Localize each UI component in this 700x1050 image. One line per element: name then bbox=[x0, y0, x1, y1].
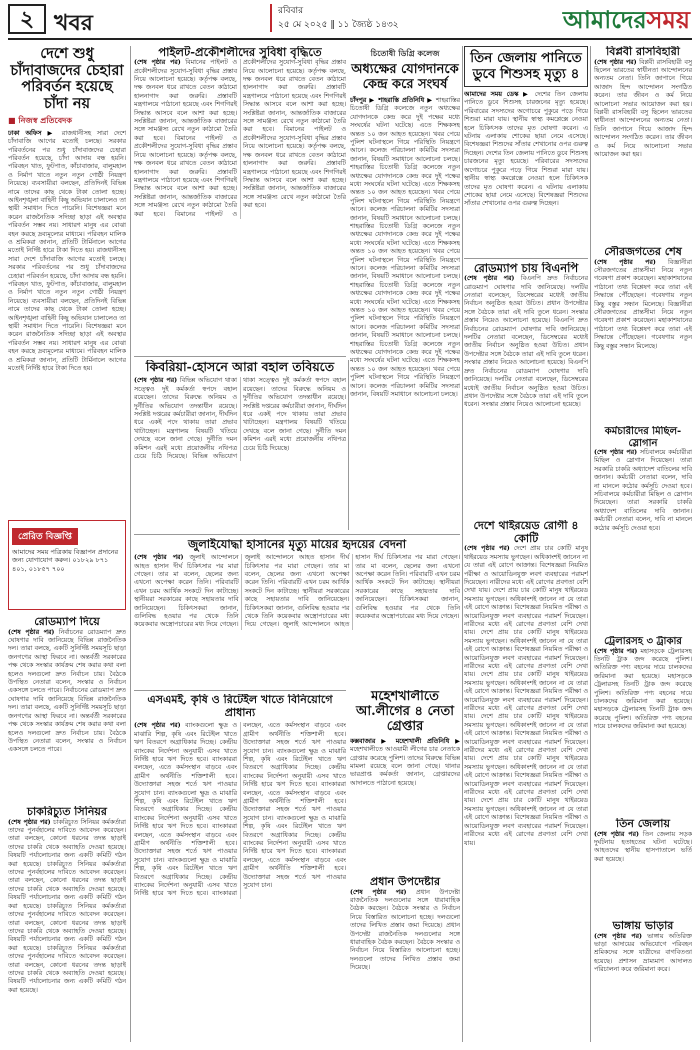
headline: প্রধান উপদেষ্টার bbox=[369, 876, 441, 888]
ad-title: প্রেরিত বিজ্ঞপ্তি bbox=[12, 528, 78, 545]
article-rashbehari: বিপ্লবী রাসবিহারী (শেষ পৃষ্ঠার পর) বিপ্লবী রাসবিহারী বসু ছিলেন ভারতের স্বাধীনতা আন্দোলনের অন্যতম নেতা। তিনি জাপানে গিয়ে আজাদ হিন্দ আন্দোলন সংগঠিত করেন। তার জীবন ও কর্ম নিয়ে আলোচনা সভার আয়োজন করা হয়। বিপ্লবী রাসবিহারী বসু ছিলেন ভারতের স্বাধীনতা আন্দোলনের অন্যতম নেতা। তিনি জাপানে গিয়ে আজাদ হিন্দ আন্দোলন সংগঠিত করেন। তার জীবন ও কর্ম নিয়ে আলোচনা সভার আয়োজন করা হয়। bbox=[594, 46, 692, 159]
section-divider bbox=[134, 534, 460, 535]
article-roadmap: রোডম্যাপ দিয়ে (শেষ পৃষ্ঠার পর) নির্বাচনের রোডম্যাপ দ্রুত ঘোষণার দাবি জানিয়েছে বিভিন্ন রাজনৈতিক দল। তারা বলছে, একটি সুনির্দিষ্ট সময়সূচি ছাড়া জনগণের আস্থা ফিরবে না। অন্তর্বর্তী সরকারের পক্ষ থেকে সংস্কার কার্যক্রম শেষ করার কথা বলা হলেও দলগুলো দ্রুত নির্বাচন চায়। বৈঠকে উপস্থিত নেতারা বলেন, সংস্কার ও নির্বাচন একসঙ্গে চলতে পারে। নির্বাচনের রোডম্যাপ দ্রুত ঘোষণার দাবি জানিয়েছে বিভিন্ন রাজনৈতিক দল। তারা বলছে, একটি সুনির্দিষ্ট সময়সূচি ছাড়া জনগণের আস্থা ফিরবে না। অন্তর্বর্তী সরকারের পক্ষ থেকে সংস্কার কার্যক্রম শেষ করার কথা বলা হলেও দলগুলো দ্রুত নির্বাচন চায়। বৈঠকে উপস্থিত নেতারা বলেন, সংস্কার ও নির্বাচন একসঙ্গে চলতে পারে। bbox=[8, 616, 126, 754]
headline: তিন জেলায় পানিতে ডুবে শিশুসহ মৃত্যু ৪ bbox=[464, 46, 588, 87]
article-trailer-trucks: ট্রেলারসহ ৩ ট্রাকার (শেষ পৃষ্ঠার পর) মহাসড়কে ট্রেলারসহ তিনটি ট্রাক জব্দ করেছে পুলিশ। অতিরিক্ত পণ্য বহনের দায়ে চালকদের জরিমানা করা হয়েছে। মহাসড়কে ট্রেলারসহ তিনটি ট্রাক জব্দ করেছে পুলিশ। অতিরিক্ত পণ্য বহনের দায়ে চালকদের জরিমানা করা হয়েছে। মহাসড়কে ট্রেলারসহ তিনটি ট্রাক জব্দ করেছে পুলিশ। অতিরিক্ত পণ্য বহনের দায়ে চালকদের জরিমানা করা হয়েছে। bbox=[594, 636, 692, 731]
article-body: তিন জেলায় সড়ক দুর্ঘটনায় হতাহতের ঘটনা ঘটেছে। আহতদের স্থানীয় হাসপাতালে ভর্তি করা হয়েছে। bbox=[594, 830, 692, 863]
column-divider bbox=[348, 360, 349, 530]
masthead bbox=[0, 0, 700, 38]
headline: কিবরিয়া-হোসনে আরা বহাল তবিয়তে bbox=[145, 360, 335, 374]
headline: রোডম্যাপ দিয়ে bbox=[34, 616, 100, 628]
headline: জুলাইযোদ্ধা হাসানের মৃত্যু মায়ের হৃদয়ের বেদনা bbox=[187, 538, 407, 551]
article-body: দেশের তিন জেলায় পানিতে ডুবে শিশুসহ চারজনের মৃত্যু হয়েছে। পরিবারের সদস্যদের অগোচরে পুকুরে পড়ে গিয়ে শিশুরা মারা যায়। স্থানীয় স্বাস্থ্য কমপ্লেক্সে নেওয়া হলে চিকিৎসক তাদের মৃত ঘোষণা করেন। এ ঘটনায় এলাকায় শোকের ছায়া নেমে এসেছে। বিশেষজ্ঞরা শিশুদের সাঁতার শেখানোর ওপর গুরুত্ব দিচ্ছেন। bbox=[464, 91, 588, 157]
weekday: রবিবার bbox=[278, 6, 304, 16]
article-pilot-engineers: পাইলট-প্রকৌশলীদের সুবিধা বৃদ্ধিতে (শেষ পৃষ্ঠার পর) বিমানের পাইলট ও প্রকৌশলীদের সুযোগ-সুবিধা বৃদ্ধির প্রস্তাব নিয়ে আলোচনা হয়েছে। কর্তৃপক্ষ বলছে, দক্ষ জনবল ধরে রাখতে বেতন কাঠামো হালনাগাদ করা জরুরি। প্রস্তাবটি মন্ত্রণালয়ে পাঠানো হয়েছে এবং শিগগিরই সিদ্ধান্ত আসবে বলে আশা করা হচ্ছে। সংশ্লিষ্টরা জানান, আন্তর্জাতিক বাজারের সঙ্গে সামঞ্জস্য রেখে নতুন কাঠামো তৈরি করা হবে। বিমানের পাইলট ও প্রকৌশলীদের সুযোগ-সুবিধা বৃদ্ধির প্রস্তাব নিয়ে আলোচনা হয়েছে। কর্তৃপক্ষ বলছে, দক্ষ জনবল ধরে রাখতে বেতন কাঠামো হালনাগাদ করা জরুরি। প্রস্তাবটি মন্ত্রণালয়ে পাঠানো হয়েছে এবং শিগগিরই সিদ্ধান্ত আসবে বলে আশা করা হচ্ছে। সংশ্লিষ্টরা জানান, আন্তর্জাতিক বাজারের সঙ্গে সামঞ্জস্য রেখে নতুন কাঠামো তৈরি করা হবে। বিমানের পাইলট ও প্রকৌশলীদের সুযোগ-সুবিধা বৃদ্ধির প্রস্তাব নিয়ে আলোচনা হয়েছে। কর্তৃপক্ষ বলছে, দক্ষ জনবল ধরে রাখতে বেতন কাঠামো হালনাগাদ করা জরুরি। প্রস্তাবটি মন্ত্রণালয়ে পাঠানো হয়েছে এবং শিগগিরই সিদ্ধান্ত আসবে বলে আশা করা হচ্ছে। সংশ্লিষ্টরা জানান, আন্তর্জাতিক বাজারের সঙ্গে সামঞ্জস্য রেখে নতুন কাঠামো তৈরি করা হবে। বিমানের পাইলট ও প্রকৌশলীদের সুযোগ-সুবিধা বৃদ্ধির প্রস্তাব নিয়ে আলোচনা হয়েছে। কর্তৃপক্ষ বলছে, দক্ষ জনবল ধরে রাখতে বেতন কাঠামো হালনাগাদ করা জরুরি। প্রস্তাবটি মন্ত্রণালয়ে পাঠানো হয়েছে এবং শিগগিরই সিদ্ধান্ত আসবে বলে আশা করা হচ্ছে। সংশ্লিষ্টরা জানান, আন্তর্জাতিক বাজারের সঙ্গে সামঞ্জস্য রেখে নতুন কাঠামো তৈরি করা হবে। bbox=[134, 46, 346, 218]
article-body: বিপ্লবী রাসবিহারী বসু ছিলেন ভারতের স্বাধীনতা আন্দোলনের অন্যতম নেতা। তিনি জাপানে গিয়ে আজাদ হিন্দ আন্দোলন সংগঠিত করেন। তার জীবন ও কর্ম নিয়ে আলোচনা সভার আয়োজন করা হয়। bbox=[594, 58, 692, 108]
dateline: ঢাকা অফিস ▶ bbox=[8, 129, 57, 137]
article-drowning: তিন জেলায় পানিতে ডুবে শিশুসহ মৃত্যু ৪ আমাদের সময় ডেস্ক ▶ দেশের তিন জেলায় পানিতে ডুবে শিশুসহ চারজনের মৃত্যু হয়েছে। পরিবারের সদস্যদের অগোচরে পুকুরে পড়ে গিয়ে শিশুরা মারা যায়। স্থানীয় স্বাস্থ্য কমপ্লেক্সে নেওয়া হলে চিকিৎসক তাদের মৃত ঘোষণা করেন। এ ঘটনায় এলাকায় শোকের ছায়া নেমে এসেছে। বিশেষজ্ঞরা শিশুদের সাঁতার শেখানোর ওপর গুরুত্ব দিচ্ছেন। দেশের তিন জেলায় পানিতে ডুবে শিশুসহ চারজনের মৃত্যু হয়েছে। পরিবারের সদস্যদের অগোচরে পুকুরে পড়ে গিয়ে শিশুরা মারা যায়। স্থানীয় স্বাস্থ্য কমপ্লেক্সে নেওয়া হলে চিকিৎসক তাদের মৃত ঘোষণা করেন। এ ঘটনায় এলাকায় শোকের ছায়া নেমে এসেছে। বিশেষজ্ঞরা শিশুদের সাঁতার শেখানোর ওপর গুরুত্ব দিচ্ছেন। bbox=[464, 46, 588, 254]
headline: দেশে থাইরয়েড রোগী ৪ কোটি bbox=[473, 520, 579, 545]
article-solar-system: সৌরজগতের শেষ (শেষ পৃষ্ঠার পর) বিজ্ঞানীরা সৌরজগতের প্রান্তসীমা নিয়ে নতুন গবেষণা প্রকাশ করেছেন। মহাকাশযানের পাঠানো তথ্য বিশ্লেষণ করে তারা এই সিদ্ধান্তে পৌঁছেছেন। গবেষণায় নতুন কিছু বস্তুর সন্ধান মিলেছে। বিজ্ঞানীরা সৌরজগতের প্রান্তসীমা নিয়ে নতুন গবেষণা প্রকাশ করেছেন। মহাকাশযানের পাঠানো তথ্য বিশ্লেষণ করে তারা এই সিদ্ধান্তে পৌঁছেছেন। গবেষণায় নতুন কিছু বস্তুর সন্ধান মিলেছে। bbox=[594, 246, 692, 350]
headline: এসএমই, কৃষি ও রিটেইল খাতে বিনিয়োগে প্রাধান্য bbox=[147, 694, 333, 719]
article-thyroid: দেশে থাইরয়েড রোগী ৪ কোটি (শেষ পৃষ্ঠার পর) দেশে প্রায় চার কোটি মানুষ থাইরয়েড সমস্যায় ভুগছেন। অধিকাংশই জানেন না যে তারা এই রোগে আক্রান্ত। বিশেষজ্ঞরা নিয়মিত পরীক্ষা ও আয়োডিনযুক্ত লবণ ব্যবহারের পরামর্শ দিয়েছেন। নারীদের মধ্যে এই রোগের প্রবণতা বেশি দেখা যায়। দেশে প্রায় চার কোটি মানুষ থাইরয়েড সমস্যায় ভুগছেন। অধিকাংশই জানেন না যে তারা এই রোগে আক্রান্ত। বিশেষজ্ঞরা নিয়মিত পরীক্ষা ও আয়োডিনযুক্ত লবণ ব্যবহারের পরামর্শ দিয়েছেন। নারীদের মধ্যে এই রোগের প্রবণতা বেশি দেখা যায়। দেশে প্রায় চার কোটি মানুষ থাইরয়েড সমস্যায় ভুগছেন। অধিকাংশই জানেন না যে তারা এই রোগে আক্রান্ত। বিশেষজ্ঞরা নিয়মিত পরীক্ষা ও আয়োডিনযুক্ত লবণ ব্যবহারের পরামর্শ দিয়েছেন। নারীদের মধ্যে এই রোগের প্রবণতা বেশি দেখা যায়। দেশে প্রায় চার কোটি মানুষ থাইরয়েড সমস্যায় ভুগছেন। অধিকাংশই জানেন না যে তারা এই রোগে আক্রান্ত। বিশেষজ্ঞরা নিয়মিত পরীক্ষা ও আয়োডিনযুক্ত লবণ ব্যবহারের পরামর্শ দিয়েছেন। নারীদের মধ্যে এই রোগের প্রবণতা বেশি দেখা যায়। দেশে প্রায় চার কোটি মানুষ থাইরয়েড সমস্যায় ভুগছেন। অধিকাংশই জানেন না যে তারা এই রোগে আক্রান্ত। বিশেষজ্ঞরা নিয়মিত পরীক্ষা ও আয়োডিনযুক্ত লবণ ব্যবহারের পরামর্শ দিয়েছেন। নারীদের মধ্যে এই রোগের প্রবণতা বেশি দেখা যায়। দেশে প্রায় চার কোটি মানুষ থাইরয়েড সমস্যায় ভুগছেন। অধিকাংশই জানেন না যে তারা এই রোগে আক্রান্ত। বিশেষজ্ঞরা নিয়মিত পরীক্ষা ও আয়োডিনযুক্ত লবণ ব্যবহারের পরামর্শ দিয়েছেন। নারীদের মধ্যে এই রোগের প্রবণতা বেশি দেখা যায়। দেশে প্রায় চার কোটি মানুষ থাইরয়েড সমস্যায় ভুগছেন। অধিকাংশই জানেন না যে তারা এই রোগে আক্রান্ত। বিশেষজ্ঞরা নিয়মিত পরীক্ষা ও আয়োডিনযুক্ত লবণ ব্যবহারের পরামর্শ দিয়েছেন। নারীদের মধ্যে এই রোগের প্রবণতা বেশি দেখা যায়। bbox=[464, 520, 588, 847]
headline: মহেশখালীতে আ.লীগের ৪ নেতা গ্রেপ্তার bbox=[355, 690, 455, 734]
logo-main: আমাদের bbox=[562, 6, 647, 34]
article-body: মহেশখালীতে আওয়ামী লীগের চার নেতাকে গ্রেপ্তার করেছে পুলিশ। তাদের বিরুদ্ধে বিভিন্ন মামলা রয়েছে বলে জানা গেছে। থানার ভারপ্রাপ্ত কর্মকর্তা জানান, গ্রেপ্তারদের আদালতে পাঠানো হয়েছে। bbox=[350, 746, 460, 787]
headline: দেশে শুধু চাঁদাবাজদের চেহারা পরিবর্তন হয়েছে চাঁদা নয় bbox=[10, 46, 124, 113]
article-dismissed-senior: চাকরিচ্যুত সিনিয়র (শেষ পৃষ্ঠার পর) চাকরিচ্যুত সিনিয়র কর্মকর্তারা তাদের পুনর্বহালের দাবিতে আবেদন করেছেন। তারা বলছেন, কোনো ধরনের তদন্ত ছাড়াই তাদের চাকরি থেকে অব্যাহতি দেওয়া হয়েছে। বিষয়টি পর্যালোচনার জন্য একটি কমিটি গঠন করা হয়েছে। চাকরিচ্যুত সিনিয়র কর্মকর্তারা তাদের পুনর্বহালের দাবিতে আবেদন করেছেন। তারা বলছেন, কোনো ধরনের তদন্ত ছাড়াই তাদের চাকরি থেকে অব্যাহতি দেওয়া হয়েছে। বিষয়টি পর্যালোচনার জন্য একটি কমিটি গঠন করা হয়েছে। চাকরিচ্যুত সিনিয়র কর্মকর্তারা তাদের পুনর্বহালের দাবিতে আবেদন করেছেন। তারা বলছেন, কোনো ধরনের তদন্ত ছাড়াই তাদের চাকরি থেকে অব্যাহতি দেওয়া হয়েছে। বিষয়টি পর্যালোচনার জন্য একটি কমিটি গঠন করা হয়েছে। চাকরিচ্যুত সিনিয়র কর্মকর্তারা তাদের পুনর্বহালের দাবিতে আবেদন করেছেন। তারা বলছেন, কোনো ধরনের তদন্ত ছাড়াই তাদের চাকরি থেকে অব্যাহতি দেওয়া হয়েছে। বিষয়টি পর্যালোচনার জন্য একটি কমিটি গঠন করা হয়েছে। bbox=[8, 806, 126, 994]
section-title: খবর bbox=[54, 10, 93, 36]
column-divider bbox=[130, 46, 131, 1042]
article-body: নির্বাচনের রোডম্যাপ দ্রুত ঘোষণার দাবি জানিয়েছে বিভিন্ন রাজনৈতিক দল। তারা বলছে, একটি সুনির্দিষ্ট সময়সূচি ছাড়া জনগণের আস্থা ফিরবে না। অন্তর্বর্তী সরকারের পক্ষ থেকে সংস্কার কার্যক্রম শেষ করার কথা বলা হলেও দলগুলো দ্রুত নির্বাচন চায়। বৈঠকে উপস্থিত নেতারা বলেন, সংস্কার ও নির্বাচন একসঙ্গে চলতে পারে। bbox=[8, 628, 126, 695]
article-college-clash: চিতোষী ডিগ্রি কলেজ অধ্যক্ষের যোগদানকে কেন্দ্র করে সংঘর্ষ চাঁদপুর ▶ শাহরাস্তি প্রতিনিধি ▶ শাহরাস্তির চিতোষী ডিগ্রি কলেজে নতুন অধ্যক্ষের যোগদানকে কেন্দ্র করে দুই পক্ষের মধ্যে সংঘর্ষের ঘটনা ঘটেছে। এতে শিক্ষকসহ অন্তত ১০ জন আহত হয়েছেন। খবর পেয়ে পুলিশ ঘটনাস্থলে গিয়ে পরিস্থিতি নিয়ন্ত্রণে আনে। কলেজ পরিচালনা কমিটির সদস্যরা জানান, বিষয়টি সমাধানে আলোচনা চলছে। শাহরাস্তির চিতোষী ডিগ্রি কলেজে নতুন অধ্যক্ষের যোগদানকে কেন্দ্র করে দুই পক্ষের মধ্যে সংঘর্ষের ঘটনা ঘটেছে। এতে শিক্ষকসহ অন্তত ১০ জন আহত হয়েছেন। খবর পেয়ে পুলিশ ঘটনাস্থলে গিয়ে পরিস্থিতি নিয়ন্ত্রণে আনে। কলেজ পরিচালনা কমিটির সদস্যরা জানান, বিষয়টি সমাধানে আলোচনা চলছে। শাহরাস্তির চিতোষী ডিগ্রি কলেজে নতুন অধ্যক্ষের যোগদানকে কেন্দ্র করে দুই পক্ষের মধ্যে সংঘর্ষের ঘটনা ঘটেছে। এতে শিক্ষকসহ অন্তত ১০ জন আহত হয়েছেন। খবর পেয়ে পুলিশ ঘটনাস্থলে গিয়ে পরিস্থিতি নিয়ন্ত্রণে আনে। কলেজ পরিচালনা কমিটির সদস্যরা জানান, বিষয়টি সমাধানে আলোচনা চলছে। শাহরাস্তির চিতোষী ডিগ্রি কলেজে নতুন অধ্যক্ষের যোগদানকে কেন্দ্র করে দুই পক্ষের মধ্যে সংঘর্ষের ঘটনা ঘটেছে। এতে শিক্ষকসহ অন্তত ১০ জন আহত হয়েছেন। খবর পেয়ে পুলিশ ঘটনাস্থলে গিয়ে পরিস্থিতি নিয়ন্ত্রণে আনে। কলেজ পরিচালনা কমিটির সদস্যরা জানান, বিষয়টি সমাধানে আলোচনা চলছে। শাহরাস্তির চিতোষী ডিগ্রি কলেজে নতুন অধ্যক্ষের যোগদানকে কেন্দ্র করে দুই পক্ষের মধ্যে সংঘর্ষের ঘটনা ঘটেছে। এতে শিক্ষকসহ অন্তত ১০ জন আহত হয়েছেন। খবর পেয়ে পুলিশ ঘটনাস্থলে গিয়ে পরিস্থিতি নিয়ন্ত্রণে আনে। কলেজ পরিচালনা কমিটির সদস্যরা জানান, বিষয়টি সমাধানে আলোচনা চলছে। bbox=[350, 49, 460, 399]
article-body: বিমানের পাইলট ও প্রকৌশলীদের সুযোগ-সুবিধা বৃদ্ধির প্রস্তাব নিয়ে আলোচনা হয়েছে। কর্তৃপক্ষ বলছে, দক্ষ জনবল ধরে রাখতে বেতন কাঠামো হালনাগাদ করা জরুরি। প্রস্তাবটি মন্ত্রণালয়ে পাঠানো হয়েছে এবং শিগগিরই সিদ্ধান্ত আসবে বলে আশা করা হচ্ছে। সংশ্লিষ্টরা জানান, আন্তর্জাতিক বাজারের সঙ্গে সামঞ্জস্য রেখে নতুন কাঠামো তৈরি করা হবে। bbox=[134, 59, 237, 142]
column-divider bbox=[462, 46, 463, 1042]
article-body: সচিবালয়ে কর্মচারীরা মিছিল ও স্লোগান দিয়েছেন। তারা সরকারি চাকরি অধ্যাদেশ বাতিলের দাবি জানান। কর্মচারী নেতারা বলেন, দাবি না মানলে কঠোর কর্মসূচি দেওয়া হবে। bbox=[594, 449, 692, 490]
article-body: মহাসড়কে ট্রেলারসহ তিনটি ট্রাক জব্দ করেছে পুলিশ। অতিরিক্ত পণ্য বহনের দায়ে চালকদের জরিমানা করা হয়েছে। bbox=[594, 647, 692, 680]
byline: ■ নিজস্ব প্রতিবেদক bbox=[8, 115, 72, 125]
article-body: বিএনপি দ্রুত নির্বাচনের রোডম্যাপ ঘোষণার দাবি জানিয়েছে। দলটির নেতারা বলেছেন, ডিসেম্বরের মধ্যেই জাতীয় নির্বাচন অনুষ্ঠিত হওয়া উচিত। প্রধান উপদেষ্টার সঙ্গে বৈঠকে তারা এই দাবি তুলে ধরেন। সংস্কার প্রস্তাব নিয়েও আলোচনা হয়েছে। bbox=[464, 275, 588, 325]
headline: পাইলট-প্রকৌশলীদের সুবিধা বৃদ্ধিতে bbox=[158, 46, 322, 59]
article-body: বিভিন্ন অভিযোগ থাকা সত্ত্বেও দুই কর্মকর্তা স্বপদে বহাল রয়েছেন। তাদের বিরুদ্ধে অনিয়ম ও দুর্নীতির অভিযোগ তদন্তাধীন রয়েছে। সংশ্লিষ্ট দপ্তরের কর্মচারীরা জানান, দীর্ঘদিন ধরে একই পদে থাকায় তারা প্রভাব খাটাচ্ছেন। মন্ত্রণালয় বিষয়টি খতিয়ে দেখছে বলে জানা গেছে। দুর্নীতি দমন কমিশন এরই মধ্যে প্রয়োজনীয় নথিপত্র চেয়ে চিঠি দিয়েছে। bbox=[134, 377, 237, 461]
headline: ভাঙ্গায় ভাড়ার bbox=[612, 920, 674, 932]
logo-accent: সময় bbox=[646, 6, 690, 34]
newspaper-logo bbox=[563, 2, 690, 42]
headline: রোডম্যাপ চায় বিএনপি bbox=[473, 262, 579, 275]
section-divider bbox=[134, 690, 346, 691]
kicker: চিতোষী ডিগ্রি কলেজ bbox=[370, 49, 440, 58]
article-body: দেশে প্রায় চার কোটি মানুষ থাইরয়েড সমস্যায় ভুগছেন। অধিকাংশই জানেন না যে তারা এই রোগে আক্রান্ত। বিশেষজ্ঞরা নিয়মিত পরীক্ষা ও আয়োডিনযুক্ত লবণ ব্যবহারের পরামর্শ দিয়েছেন। নারীদের মধ্যে এই রোগের প্রবণতা বেশি দেখা যায়। bbox=[464, 545, 588, 595]
article-body: জুলাই আন্দোলনে আহত হাসান দীর্ঘ চিকিৎসার পর মারা গেছেন। তার মা বলেন, ছেলের জন্য এখনো অপেক্ষা করেন তিনি। পরিবারটি এখন চরম আর্থিক সংকটে দিন কাটাচ্ছে। স্থানীয়রা সরকারের কাছে সহায়তার দাবি জানিয়েছেন। চিকিৎসকরা জানান, গুলিবিদ্ধ হওয়ার পর থেকে তিনি কয়েকবার অস্ত্রোপচারের মধ্য দিয়ে গেছেন। bbox=[134, 554, 239, 629]
headline: বিপ্লবী রাসবিহারী bbox=[606, 46, 680, 58]
article-bnp-roadmap: রোডম্যাপ চায় বিএনপি (শেষ পৃষ্ঠার পর) বিএনপি দ্রুত নির্বাচনের রোডম্যাপ ঘোষণার দাবি জানিয়েছে। দলটির নেতারা বলেছেন, ডিসেম্বরের মধ্যেই জাতীয় নির্বাচন অনুষ্ঠিত হওয়া উচিত। প্রধান উপদেষ্টার সঙ্গে বৈঠকে তারা এই দাবি তুলে ধরেন। সংস্কার প্রস্তাব নিয়েও আলোচনা হয়েছে। বিএনপি দ্রুত নির্বাচনের রোডম্যাপ ঘোষণার দাবি জানিয়েছে। দলটির নেতারা বলেছেন, ডিসেম্বরের মধ্যেই জাতীয় নির্বাচন অনুষ্ঠিত হওয়া উচিত। প্রধান উপদেষ্টার সঙ্গে বৈঠকে তারা এই দাবি তুলে ধরেন। সংস্কার প্রস্তাব নিয়েও আলোচনা হয়েছে। বিএনপি দ্রুত নির্বাচনের রোডম্যাপ ঘোষণার দাবি জানিয়েছে। দলটির নেতারা বলেছেন, ডিসেম্বরের মধ্যেই জাতীয় নির্বাচন অনুষ্ঠিত হওয়া উচিত। প্রধান উপদেষ্টার সঙ্গে বৈঠকে তারা এই দাবি তুলে ধরেন। সংস্কার প্রস্তাব নিয়েও আলোচনা হয়েছে। bbox=[464, 262, 588, 409]
article-body: ব্যাংকগুলো ক্ষুদ্র ও মাঝারি শিল্প, কৃষি এবং রিটেইল খাতে ঋণ বিতরণে অগ্রাধিকার দিচ্ছে। কেন্দ্রীয় ব্যাংকের নির্দেশনা অনুযায়ী এসব খাতে নির্দিষ্ট হারে ঋণ দিতে হবে। ব্যাংকাররা বলছেন, এতে কর্মসংস্থান বাড়বে এবং গ্রামীণ অর্থনীতি শক্তিশালী হবে। উদ্যোক্তারা সহজ শর্তে ঋণ পাওয়ার সুযোগ চান। bbox=[134, 722, 237, 797]
article-moheshkhali-arrest: মহেশখালীতে আ.লীগের ৪ নেতা গ্রেপ্তার কক্সবাজার ▶ মহেশখালী প্রতিনিধি ▶ মহেশখালীতে আওয়ামী লীগের চার নেতাকে গ্রেপ্তার করেছে পুলিশ। তাদের বিরুদ্ধে বিভিন্ন মামলা রয়েছে বলে জানা গেছে। থানার ভারপ্রাপ্ত কর্মকর্তা জানান, গ্রেপ্তারদের আদালতে পাঠানো হয়েছে। bbox=[350, 690, 460, 787]
article-body: শাহরাস্তির চিতোষী ডিগ্রি কলেজে নতুন অধ্যক্ষের যোগদানকে কেন্দ্র করে দুই পক্ষের মধ্যে সংঘর্ষের ঘটনা ঘটেছে। এতে শিক্ষকসহ অন্তত ১০ জন আহত হয়েছেন। খবর পেয়ে পুলিশ ঘটনাস্থলে গিয়ে পরিস্থিতি নিয়ন্ত্রণে আনে। কলেজ পরিচালনা কমিটির সদস্যরা জানান, বিষয়টি সমাধানে আলোচনা চলছে। bbox=[350, 96, 460, 163]
article-kibria-hosne-ara: কিবরিয়া-হোসনে আরা বহাল তবিয়তে (শেষ পৃষ্ঠার পর) বিভিন্ন অভিযোগ থাকা সত্ত্বেও দুই কর্মকর্তা স্বপদে বহাল রয়েছেন। তাদের বিরুদ্ধে অনিয়ম ও দুর্নীতির অভিযোগ তদন্তাধীন রয়েছে। সংশ্লিষ্ট দপ্তরের কর্মচারীরা জানান, দীর্ঘদিন ধরে একই পদে থাকায় তারা প্রভাব খাটাচ্ছেন। মন্ত্রণালয় বিষয়টি খতিয়ে দেখছে বলে জানা গেছে। দুর্নীতি দমন কমিশন এরই মধ্যে প্রয়োজনীয় নথিপত্র চেয়ে চিঠি দিয়েছে। বিভিন্ন অভিযোগ থাকা সত্ত্বেও দুই কর্মকর্তা স্বপদে বহাল রয়েছেন। তাদের বিরুদ্ধে অনিয়ম ও দুর্নীতির অভিযোগ তদন্তাধীন রয়েছে। সংশ্লিষ্ট দপ্তরের কর্মচারীরা জানান, দীর্ঘদিন ধরে একই পদে থাকায় তারা প্রভাব খাটাচ্ছেন। মন্ত্রণালয় বিষয়টি খতিয়ে দেখছে বলে জানা গেছে। দুর্নীতি দমন কমিশন এরই মধ্যে প্রয়োজনীয় নথিপত্র চেয়ে চিঠি দিয়েছে। bbox=[134, 360, 346, 461]
section-divider bbox=[134, 356, 346, 357]
advertisement-box bbox=[8, 520, 126, 610]
headline: অধ্যক্ষের যোগদানকে কেন্দ্র করে সংঘর্ষ bbox=[351, 62, 459, 92]
ad-text: আমাদের সময় পত্রিকায় বিজ্ঞাপন প্রদানের জন্য যোগাযোগ করুন। ০১৮২৯ ৮৭১ ৪০১, ০১৮৫৭ ৭০০ bbox=[12, 548, 119, 573]
article-sme-investment: এসএমই, কৃষি ও রিটেইল খাতে বিনিয়োগে প্রাধান্য (শেষ পৃষ্ঠার পর) ব্যাংকগুলো ক্ষুদ্র ও মাঝারি শিল্প, কৃষি এবং রিটেইল খাতে ঋণ বিতরণে অগ্রাধিকার দিচ্ছে। কেন্দ্রীয় ব্যাংকের নির্দেশনা অনুযায়ী এসব খাতে নির্দিষ্ট হারে ঋণ দিতে হবে। ব্যাংকাররা বলছেন, এতে কর্মসংস্থান বাড়বে এবং গ্রামীণ অর্থনীতি শক্তিশালী হবে। উদ্যোক্তারা সহজ শর্তে ঋণ পাওয়ার সুযোগ চান। ব্যাংকগুলো ক্ষুদ্র ও মাঝারি শিল্প, কৃষি এবং রিটেইল খাতে ঋণ বিতরণে অগ্রাধিকার দিচ্ছে। কেন্দ্রীয় ব্যাংকের নির্দেশনা অনুযায়ী এসব খাতে নির্দিষ্ট হারে ঋণ দিতে হবে। ব্যাংকাররা বলছেন, এতে কর্মসংস্থান বাড়বে এবং গ্রামীণ অর্থনীতি শক্তিশালী হবে। উদ্যোক্তারা সহজ শর্তে ঋণ পাওয়ার সুযোগ চান। ব্যাংকগুলো ক্ষুদ্র ও মাঝারি শিল্প, কৃষি এবং রিটেইল খাতে ঋণ বিতরণে অগ্রাধিকার দিচ্ছে। কেন্দ্রীয় ব্যাংকের নির্দেশনা অনুযায়ী এসব খাতে নির্দিষ্ট হারে ঋণ দিতে হবে। ব্যাংকাররা বলছেন, এতে কর্মসংস্থান বাড়বে এবং গ্রামীণ অর্থনীতি শক্তিশালী হবে। উদ্যোক্তারা সহজ শর্তে ঋণ পাওয়ার সুযোগ চান। ব্যাংকগুলো ক্ষুদ্র ও মাঝারি শিল্প, কৃষি এবং রিটেইল খাতে ঋণ বিতরণে অগ্রাধিকার দিচ্ছে। কেন্দ্রীয় ব্যাংকের নির্দেশনা অনুযায়ী এসব খাতে নির্দিষ্ট হারে ঋণ দিতে হবে। ব্যাংকাররা বলছেন, এতে কর্মসংস্থান বাড়বে এবং গ্রামীণ অর্থনীতি শক্তিশালী হবে। উদ্যোক্তারা সহজ শর্তে ঋণ পাওয়ার সুযোগ চান। ব্যাংকগুলো ক্ষুদ্র ও মাঝারি শিল্প, কৃষি এবং রিটেইল খাতে ঋণ বিতরণে অগ্রাধিকার দিচ্ছে। কেন্দ্রীয় ব্যাংকের নির্দেশনা অনুযায়ী এসব খাতে নির্দিষ্ট হারে ঋণ দিতে হবে। ব্যাংকাররা বলছেন, এতে কর্মসংস্থান বাড়বে এবং গ্রামীণ অর্থনীতি শক্তিশালী হবে। উদ্যোক্তারা সহজ শর্তে ঋণ পাওয়ার সুযোগ চান। bbox=[134, 694, 346, 898]
headline: সৌরজগতের শেষ bbox=[604, 246, 682, 258]
dateline bbox=[270, 4, 399, 32]
article-extortion: দেশে শুধু চাঁদাবাজদের চেহারা পরিবর্তন হয়েছে চাঁদা নয় ■ নিজস্ব প্রতিবেদক ঢাকা অফিস ▶ রাজধানীসহ সারা দেশে চাঁদাবাজি আগের মতোই চলছে। সরকার পরিবর্তনের পর শুধু চাঁদাবাজদের চেহারা পরিবর্তন হয়েছে, চাঁদা আদায় বন্ধ হয়নি। পরিবহন খাত, ফুটপাত, কাঁচাবাজার, বালুমহাল ও নির্মাণ খাতে নতুন নতুন গোষ্ঠী নিয়ন্ত্রণ নিয়েছে। ব্যবসায়ীরা বলছেন, প্রতিদিনই বিভিন্ন নামে তাদের কাছ থেকে টাকা তোলা হচ্ছে। আইনশৃঙ্খলা বাহিনী কিছু অভিযান চালালেও তা স্থায়ী সমাধান দিতে পারেনি। বিশেষজ্ঞরা মনে করেন রাজনৈতিক সদিচ্ছা ছাড়া এই অবস্থার পরিবর্তন সম্ভব নয়। সাধারণ মানুষ এর বোঝা বহন করছে দ্রব্যমূল্যের মাধ্যমে। পরিবহন মালিক ও শ্রমিকরা জানান, প্রতিটি টার্মিনালে আগের মতোই নির্দিষ্ট হারে টাকা দিতে হয়। রাজধানীসহ সারা দেশে চাঁদাবাজি আগের মতোই চলছে। সরকার পরিবর্তনের পর শুধু চাঁদাবাজদের চেহারা পরিবর্তন হয়েছে, চাঁদা আদায় বন্ধ হয়নি। পরিবহন খাত, ফুটপাত, কাঁচাবাজার, বালুমহাল ও নির্মাণ খাতে নতুন নতুন গোষ্ঠী নিয়ন্ত্রণ নিয়েছে। ব্যবসায়ীরা বলছেন, প্রতিদিনই বিভিন্ন নামে তাদের কাছ থেকে টাকা তোলা হচ্ছে। আইনশৃঙ্খলা বাহিনী কিছু অভিযান চালালেও তা স্থায়ী সমাধান দিতে পারেনি। বিশেষজ্ঞরা মনে করেন রাজনৈতিক সদিচ্ছা ছাড়া এই অবস্থার পরিবর্তন সম্ভব নয়। সাধারণ মানুষ এর বোঝা বহন করছে দ্রব্যমূল্যের মাধ্যমে। পরিবহন মালিক ও শ্রমিকরা জানান, প্রতিটি টার্মিনালে আগের মতোই নির্দিষ্ট হারে টাকা দিতে হয়। bbox=[8, 46, 126, 373]
column-divider bbox=[590, 46, 591, 1042]
headline: চাকরিচ্যুত সিনিয়র bbox=[27, 806, 107, 818]
article-july-fighter-hasan: জুলাইযোদ্ধা হাসানের মৃত্যু মায়ের হৃদয়ের বেদনা (শেষ পৃষ্ঠার পর) জুলাই আন্দোলনে আহত হাসান দীর্ঘ চিকিৎসার পর মারা গেছেন। তার মা বলেন, ছেলের জন্য এখনো অপেক্ষা করেন তিনি। পরিবারটি এখন চরম আর্থিক সংকটে দিন কাটাচ্ছে। স্থানীয়রা সরকারের কাছে সহায়তার দাবি জানিয়েছেন। চিকিৎসকরা জানান, গুলিবিদ্ধ হওয়ার পর থেকে তিনি কয়েকবার অস্ত্রোপচারের মধ্য দিয়ে গেছেন। জুলাই আন্দোলনে আহত হাসান দীর্ঘ চিকিৎসার পর মারা গেছেন। তার মা বলেন, ছেলের জন্য এখনো অপেক্ষা করেন তিনি। পরিবারটি এখন চরম আর্থিক সংকটে দিন কাটাচ্ছে। স্থানীয়রা সরকারের কাছে সহায়তার দাবি জানিয়েছেন। চিকিৎসকরা জানান, গুলিবিদ্ধ হওয়ার পর থেকে তিনি কয়েকবার অস্ত্রোপচারের মধ্য দিয়ে গেছেন। জুলাই আন্দোলনে আহত হাসান দীর্ঘ চিকিৎসার পর মারা গেছেন। তার মা বলেন, ছেলের জন্য এখনো অপেক্ষা করেন তিনি। পরিবারটি এখন চরম আর্থিক সংকটে দিন কাটাচ্ছে। স্থানীয়রা সরকারের কাছে সহায়তার দাবি জানিয়েছেন। চিকিৎসকরা জানান, গুলিবিদ্ধ হওয়ার পর থেকে তিনি কয়েকবার অস্ত্রোপচারের মধ্য দিয়ে গেছেন। bbox=[134, 538, 460, 629]
article-body: চাকরিচ্যুত সিনিয়র কর্মকর্তারা তাদের পুনর্বহালের দাবিতে আবেদন করেছেন। তারা বলছেন, কোনো ধরনের তদন্ত ছাড়াই তাদের চাকরি থেকে অব্যাহতি দেওয়া হয়েছে। বিষয়টি পর্যালোচনার জন্য একটি কমিটি গঠন করা হয়েছে। bbox=[8, 818, 126, 868]
article-body: ভাঙ্গায় অতিরিক্ত ভাড়া আদায়ের অভিযোগে পরিবহন শ্রমিকদের সঙ্গে যাত্রীদের বাগবিতণ্ডা হয়েছে। প্রশাসন ভ্রাম্যমাণ আদালত পরিচালনা করে জরিমানা করে। bbox=[594, 932, 692, 974]
masthead-rule bbox=[8, 38, 692, 40]
headline: ট্রেলারসহ ৩ ট্রাকার bbox=[604, 636, 682, 647]
article-body: বিজ্ঞানীরা সৌরজগতের প্রান্তসীমা নিয়ে নতুন গবেষণা প্রকাশ করেছেন। মহাকাশযানের পাঠানো তথ্য বিশ্লেষণ করে তারা এই সিদ্ধান্তে পৌঁছেছেন। গবেষণায় নতুন কিছু বস্তুর সন্ধান মিলেছে। bbox=[594, 258, 692, 308]
headline: কর্মচারীদের মিছিল-স্লোগান bbox=[604, 426, 682, 449]
article-chief-adviser: প্রধান উপদেষ্টার (শেষ পৃষ্ঠার পর) প্রধান উপদেষ্টা রাজনৈতিক দলগুলোর সঙ্গে ধারাবাহিক বৈঠক করছেন। বৈঠকে সংস্কার ও নির্বাচন নিয়ে বিস্তারিত আলোচনা হচ্ছে। দলগুলো তাদের লিখিত প্রস্তাব জমা দিয়েছে। প্রধান উপদেষ্টা রাজনৈতিক দলগুলোর সঙ্গে ধারাবাহিক বৈঠক করছেন। বৈঠকে সংস্কার ও নির্বাচন নিয়ে বিস্তারিত আলোচনা হচ্ছে। দলগুলো তাদের লিখিত প্রস্তাব জমা দিয়েছে। bbox=[350, 876, 460, 972]
article-employee-protest: কর্মচারীদের মিছিল-স্লোগান (শেষ পৃষ্ঠার পর) সচিবালয়ে কর্মচারীরা মিছিল ও স্লোগান দিয়েছেন। তারা সরকারি চাকরি অধ্যাদেশ বাতিলের দাবি জানান। কর্মচারী নেতারা বলেন, দাবি না মানলে কঠোর কর্মসূচি দেওয়া হবে। সচিবালয়ে কর্মচারীরা মিছিল ও স্লোগান দিয়েছেন। তারা সরকারি চাকরি অধ্যাদেশ বাতিলের দাবি জানান। কর্মচারী নেতারা বলেন, দাবি না মানলে কঠোর কর্মসূচি দেওয়া হবে। bbox=[594, 426, 692, 532]
headline: তিন জেলায় bbox=[616, 818, 670, 830]
page-number: ২ bbox=[8, 4, 46, 34]
article-bhanga-fare: ভাঙ্গায় ভাড়ার (শেষ পৃষ্ঠার পর) ভাঙ্গায় অতিরিক্ত ভাড়া আদায়ের অভিযোগে পরিবহন শ্রমিকদের সঙ্গে যাত্রীদের বাগবিতণ্ডা হয়েছে। প্রশাসন ভ্রাম্যমাণ আদালত পরিচালনা করে জরিমানা করে। bbox=[594, 920, 692, 974]
section-divider bbox=[464, 258, 588, 259]
date: ২৫ মে ২০২৫ ‖ ১১ জ্যৈষ্ঠ ১৪৩২ bbox=[278, 20, 399, 30]
article-body: প্রধান উপদেষ্টা রাজনৈতিক দলগুলোর সঙ্গে ধারাবাহিক বৈঠক করছেন। বৈঠকে সংস্কার ও নির্বাচন নিয়ে বিস্তারিত আলোচনা হচ্ছে। দলগুলো তাদের লিখিত প্রস্তাব জমা দিয়েছে। bbox=[350, 888, 460, 930]
article-body: রাজধানীসহ সারা দেশে চাঁদাবাজি আগের মতোই চলছে। সরকার পরিবর্তনের পর শুধু চাঁদাবাজদের চেহারা পরিবর্তন হয়েছে, চাঁদা আদায় বন্ধ হয়নি। পরিবহন খাত, ফুটপাত, কাঁচাবাজার, বালুমহাল ও নির্মাণ খাতে নতুন নতুন গোষ্ঠী নিয়ন্ত্রণ নিয়েছে। ব্যবসায়ীরা বলছেন, প্রতিদিনই বিভিন্ন নামে তাদের কাছ থেকে টাকা তোলা হচ্ছে। আইনশৃঙ্খলা বাহিনী কিছু অভিযান চালালেও তা স্থায়ী সমাধান দিতে পারেনি। বিশেষজ্ঞরা মনে করেন রাজনৈতিক সদিচ্ছা ছাড়া এই অবস্থার পরিবর্তন সম্ভব নয়। সাধারণ মানুষ এর বোঝা বহন করছে দ্রব্যমূল্যের মাধ্যমে। পরিবহন মালিক ও শ্রমিকরা জানান, প্রতিটি টার্মিনালে আগের মতোই নির্দিষ্ট হারে টাকা দিতে হয়। bbox=[8, 129, 126, 255]
article-three-districts: তিন জেলায় (শেষ পৃষ্ঠার পর) তিন জেলায় সড়ক দুর্ঘটনায় হতাহতের ঘটনা ঘটেছে। আহতদের স্থানীয় হাসপাতালে ভর্তি করা হয়েছে। bbox=[594, 818, 692, 863]
